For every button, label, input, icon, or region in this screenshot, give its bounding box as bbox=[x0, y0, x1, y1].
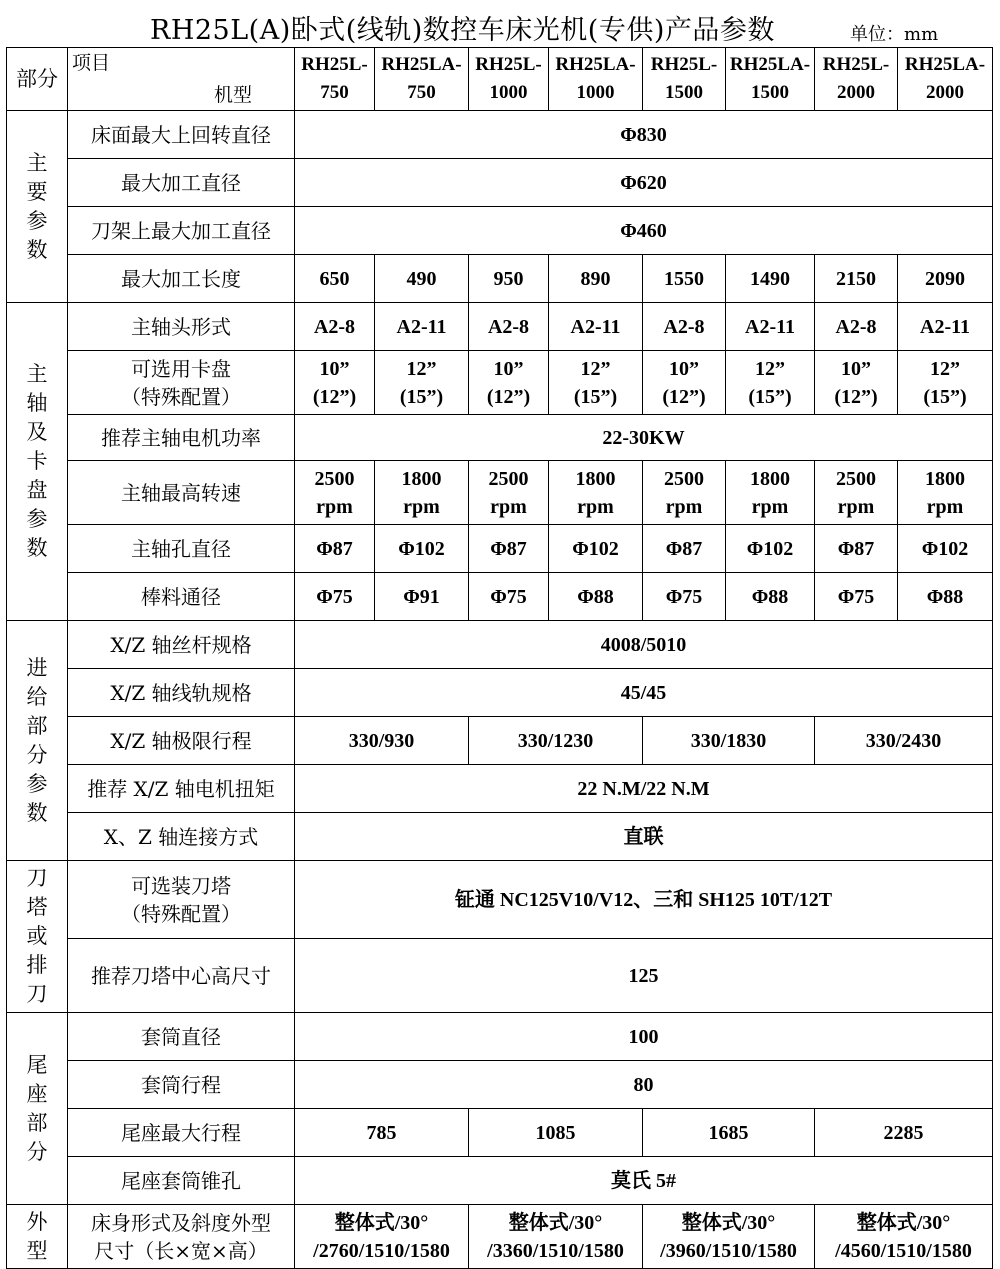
row-label: 最大加工长度 bbox=[68, 255, 295, 303]
value-line: 12” bbox=[580, 357, 611, 380]
row-label: 主轴最高转速 bbox=[68, 461, 295, 525]
cell-value: 100 bbox=[295, 1013, 993, 1061]
cell-value: Φ102 bbox=[898, 525, 993, 573]
cell-value bbox=[549, 351, 643, 415]
value-line: 1800 bbox=[401, 467, 442, 490]
cell-value: Φ620 bbox=[295, 159, 993, 207]
row-label: 推荐刀塔中心高尺寸 bbox=[68, 939, 295, 1013]
value-unit: rpm bbox=[316, 495, 353, 518]
section-spindle-chuck bbox=[7, 303, 68, 621]
model-1: RH25L-750 bbox=[295, 48, 375, 111]
cell-value bbox=[815, 351, 898, 415]
cell-value bbox=[295, 351, 375, 415]
page-title: RH25L(A)卧式(线轨)数控车床光机(专供)产品参数 bbox=[150, 15, 775, 46]
row-label: 床面最大上回转直径 bbox=[68, 111, 295, 159]
cell-value: 钲通 NC125V10/V12、三和 SH125 10T/12T bbox=[295, 861, 993, 939]
table-row bbox=[7, 1061, 993, 1109]
value-line: 12” bbox=[930, 357, 960, 380]
value-line: 2500 bbox=[488, 467, 529, 490]
header-model: 机型 bbox=[213, 84, 252, 106]
value-line: 10” bbox=[319, 357, 350, 380]
section-feed bbox=[7, 621, 68, 861]
cell-value: 1490 bbox=[726, 255, 815, 303]
cell-value: Φ102 bbox=[726, 525, 815, 573]
value-line: 1800 bbox=[925, 467, 965, 490]
row-label bbox=[68, 861, 295, 939]
cell-value: A2-8 bbox=[815, 303, 898, 351]
row-label: 尾座最大行程 bbox=[68, 1109, 295, 1157]
value-line: 整体式/30° bbox=[856, 1211, 951, 1234]
cell-value: Φ88 bbox=[549, 573, 643, 621]
cell-value bbox=[643, 351, 726, 415]
cell-value: 890 bbox=[549, 255, 643, 303]
cell-value bbox=[375, 461, 469, 525]
value-line: 整体式/30° bbox=[334, 1211, 429, 1234]
row-label-line: 尺寸（长×宽×高） bbox=[94, 1238, 268, 1263]
table-row bbox=[7, 669, 993, 717]
value-line: (15”) bbox=[923, 385, 967, 408]
cell-value: 直联 bbox=[295, 813, 993, 861]
section-label: 进给部分参数 bbox=[26, 655, 48, 825]
header-section: 部分 bbox=[7, 48, 68, 111]
cell-value: Φ102 bbox=[549, 525, 643, 573]
value-line: 2500 bbox=[836, 467, 876, 490]
spec-table bbox=[6, 47, 993, 1269]
cell-value: Φ87 bbox=[469, 525, 549, 573]
row-label: 套筒直径 bbox=[68, 1013, 295, 1061]
cell-value bbox=[549, 461, 643, 525]
cell-value bbox=[726, 461, 815, 525]
table-row bbox=[7, 159, 993, 207]
row-label: X/Z 轴极限行程 bbox=[68, 717, 295, 765]
cell-value: 330/1830 bbox=[643, 717, 815, 765]
value-line: /4560/1510/1580 bbox=[835, 1239, 972, 1262]
model-4: RH25LA-1000 bbox=[549, 48, 643, 111]
cell-value: 125 bbox=[295, 939, 993, 1013]
cell-value: Φ91 bbox=[375, 573, 469, 621]
value-line: 10” bbox=[841, 357, 871, 380]
model-3: RH25L-1000 bbox=[469, 48, 549, 111]
value-line: (15”) bbox=[748, 385, 792, 408]
table-row bbox=[7, 1013, 993, 1061]
cell-value: 2285 bbox=[815, 1109, 993, 1157]
row-label: 刀架上最大加工直径 bbox=[68, 207, 295, 255]
cell-value: 330/1230 bbox=[469, 717, 643, 765]
value-unit: rpm bbox=[926, 495, 964, 518]
cell-value bbox=[726, 351, 815, 415]
cell-value: Φ87 bbox=[295, 525, 375, 573]
table-row bbox=[7, 813, 993, 861]
section-turret bbox=[7, 861, 68, 1013]
cell-value: Φ87 bbox=[643, 525, 726, 573]
section-label: 主要参数 bbox=[26, 150, 48, 262]
value-line: 2500 bbox=[664, 467, 704, 490]
cell-value: A2-8 bbox=[469, 303, 549, 351]
cell-value: Φ830 bbox=[295, 111, 993, 159]
table-row bbox=[7, 525, 993, 573]
cell-value: 650 bbox=[295, 255, 375, 303]
section-label: 外型 bbox=[26, 1209, 48, 1263]
cell-value: 490 bbox=[375, 255, 469, 303]
table-row bbox=[7, 255, 993, 303]
value-unit: rpm bbox=[665, 495, 703, 518]
header-row bbox=[7, 48, 993, 111]
value-unit: rpm bbox=[837, 495, 875, 518]
cell-value: 80 bbox=[295, 1061, 993, 1109]
value-line: 10” bbox=[669, 357, 699, 380]
value-unit: rpm bbox=[403, 495, 440, 518]
cell-value bbox=[469, 1205, 643, 1269]
row-label: 主轴头形式 bbox=[68, 303, 295, 351]
value-unit: rpm bbox=[751, 495, 789, 518]
value-line: 2500 bbox=[314, 467, 355, 490]
table-row bbox=[7, 1205, 993, 1269]
table-row bbox=[7, 303, 993, 351]
table-row bbox=[7, 1157, 993, 1205]
header-item: 项目 bbox=[72, 52, 111, 74]
table-row bbox=[7, 1109, 993, 1157]
cell-value bbox=[295, 1205, 469, 1269]
value-unit: rpm bbox=[490, 495, 527, 518]
value-line: 整体式/30° bbox=[681, 1211, 776, 1234]
value-line: 1800 bbox=[575, 467, 616, 490]
cell-value: 1085 bbox=[469, 1109, 643, 1157]
value-line: (12”) bbox=[662, 385, 706, 408]
row-label-line: （特殊配置） bbox=[121, 384, 241, 409]
cell-value: Φ75 bbox=[815, 573, 898, 621]
title-bar bbox=[0, 8, 1000, 48]
cell-value: 2150 bbox=[815, 255, 898, 303]
cell-value bbox=[375, 351, 469, 415]
value-line: /3960/1510/1580 bbox=[660, 1239, 797, 1262]
row-label: 棒料通径 bbox=[68, 573, 295, 621]
cell-value: Φ87 bbox=[815, 525, 898, 573]
cell-value: 22 N.M/22 N.M bbox=[295, 765, 993, 813]
cell-value: Φ102 bbox=[375, 525, 469, 573]
row-label: 尾座套筒锥孔 bbox=[68, 1157, 295, 1205]
section-main-params bbox=[7, 111, 68, 303]
cell-value bbox=[643, 1205, 815, 1269]
row-label: X/Z 轴线轨规格 bbox=[68, 669, 295, 717]
row-label-line: 可选装刀塔 bbox=[131, 873, 231, 898]
cell-value: Φ460 bbox=[295, 207, 993, 255]
cell-value bbox=[469, 351, 549, 415]
row-label: 推荐 X/Z 轴电机扭矩 bbox=[68, 765, 295, 813]
table-row bbox=[7, 573, 993, 621]
row-label: 推荐主轴电机功率 bbox=[68, 415, 295, 461]
cell-value: A2-11 bbox=[549, 303, 643, 351]
row-label bbox=[68, 351, 295, 415]
row-label-line: 床身形式及斜度外型 bbox=[91, 1210, 271, 1235]
row-label-line: 可选用卡盘 bbox=[131, 356, 231, 381]
row-label: 最大加工直径 bbox=[68, 159, 295, 207]
table-row bbox=[7, 621, 993, 669]
table-row bbox=[7, 207, 993, 255]
section-label: 主轴及卡盘参数 bbox=[26, 362, 48, 560]
value-line: /3360/1510/1580 bbox=[487, 1239, 624, 1262]
cell-value: A2-11 bbox=[375, 303, 469, 351]
value-line: (15”) bbox=[573, 385, 618, 408]
cell-value: A2-11 bbox=[726, 303, 815, 351]
value-line: (12”) bbox=[834, 385, 878, 408]
cell-value bbox=[643, 461, 726, 525]
table-row bbox=[7, 717, 993, 765]
table-row bbox=[7, 939, 993, 1013]
cell-value: 330/930 bbox=[295, 717, 469, 765]
cell-value bbox=[469, 461, 549, 525]
row-label: X、Z 轴连接方式 bbox=[68, 813, 295, 861]
header-corner bbox=[68, 48, 295, 111]
value-unit: rpm bbox=[577, 495, 614, 518]
cell-value: 2090 bbox=[898, 255, 993, 303]
cell-value: A2-11 bbox=[898, 303, 993, 351]
cell-value: 1550 bbox=[643, 255, 726, 303]
section-label: 刀塔或排刀 bbox=[26, 866, 48, 1006]
cell-value bbox=[898, 461, 993, 525]
cell-value bbox=[898, 351, 993, 415]
row-label: 主轴孔直径 bbox=[68, 525, 295, 573]
model-7: RH25L-2000 bbox=[815, 48, 898, 111]
unit-label: 单位：mm bbox=[850, 24, 939, 45]
cell-value: 785 bbox=[295, 1109, 469, 1157]
model-6: RH25LA-1500 bbox=[726, 48, 815, 111]
value-line: (15”) bbox=[399, 385, 444, 408]
cell-value: Φ88 bbox=[726, 573, 815, 621]
cell-value: 4008/5010 bbox=[295, 621, 993, 669]
cell-value: 1685 bbox=[643, 1109, 815, 1157]
value-line: /2760/1510/1580 bbox=[313, 1239, 450, 1262]
cell-value: 45/45 bbox=[295, 669, 993, 717]
cell-value bbox=[815, 1205, 993, 1269]
cell-value: A2-8 bbox=[643, 303, 726, 351]
cell-value: 22-30KW bbox=[295, 415, 993, 461]
cell-value: Φ75 bbox=[469, 573, 549, 621]
value-line: 1800 bbox=[750, 467, 790, 490]
section-label: 尾座部分 bbox=[26, 1052, 48, 1164]
value-line: 整体式/30° bbox=[508, 1211, 603, 1234]
cell-value: A2-8 bbox=[295, 303, 375, 351]
section-dimensions bbox=[7, 1205, 68, 1269]
row-label: 套筒行程 bbox=[68, 1061, 295, 1109]
table-row bbox=[7, 351, 993, 415]
row-label bbox=[68, 1205, 295, 1269]
value-line: (12”) bbox=[312, 385, 357, 408]
cell-value: 莫氏 5# bbox=[295, 1157, 993, 1205]
cell-value: Φ75 bbox=[643, 573, 726, 621]
table-row bbox=[7, 461, 993, 525]
value-line: 12” bbox=[406, 357, 437, 380]
table-row bbox=[7, 415, 993, 461]
cell-value bbox=[815, 461, 898, 525]
row-label-line: （特殊配置） bbox=[121, 901, 241, 926]
value-line: 10” bbox=[493, 357, 524, 380]
model-5: RH25L-1500 bbox=[643, 48, 726, 111]
cell-value: Φ75 bbox=[295, 573, 375, 621]
section-tailstock bbox=[7, 1013, 68, 1205]
table-row bbox=[7, 111, 993, 159]
model-2: RH25LA-750 bbox=[375, 48, 469, 111]
row-label: X/Z 轴丝杆规格 bbox=[68, 621, 295, 669]
value-line: (12”) bbox=[486, 385, 531, 408]
cell-value: Φ88 bbox=[898, 573, 993, 621]
table-row bbox=[7, 765, 993, 813]
model-8: RH25LA-2000 bbox=[898, 48, 993, 111]
cell-value bbox=[295, 461, 375, 525]
table-row bbox=[7, 861, 993, 939]
cell-value: 950 bbox=[469, 255, 549, 303]
cell-value: 330/2430 bbox=[815, 717, 993, 765]
value-line: 12” bbox=[755, 357, 785, 380]
